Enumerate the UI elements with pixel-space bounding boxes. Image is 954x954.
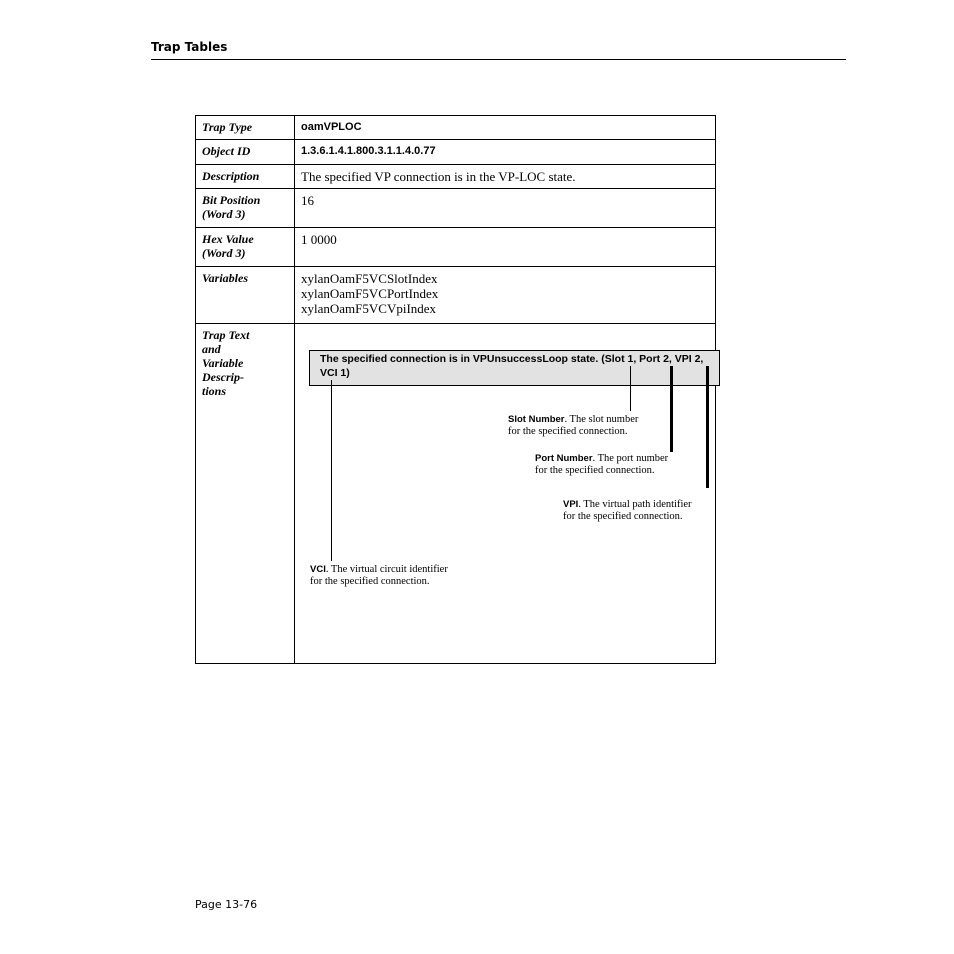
- page-number: Page 13-76: [195, 898, 258, 911]
- table-row: [196, 116, 716, 140]
- variable-item: xylanOamF5VCVpiIndex: [301, 301, 437, 316]
- bit-position-label-line: Bit Position: [202, 193, 261, 207]
- description-label: Description: [196, 165, 295, 189]
- bit-position-label-line: (Word 3): [202, 207, 246, 221]
- vpi-pointer-line: [706, 366, 709, 488]
- vpi-term: VPI: [563, 499, 579, 510]
- table-row: [196, 165, 716, 189]
- table-row: [196, 140, 716, 165]
- table-row: [196, 189, 716, 228]
- object-id-label: Object ID: [196, 140, 295, 165]
- variables-value: [295, 267, 716, 324]
- slot-number-description: [508, 414, 638, 437]
- hex-value-label: [196, 228, 295, 267]
- table-row: [196, 267, 716, 324]
- slot-pointer-line: [630, 366, 631, 411]
- trap-text-label-line: tions: [202, 384, 227, 398]
- trap-text-label: [196, 324, 295, 664]
- variable-item: xylanOamF5VCSlotIndex: [301, 271, 438, 286]
- vci-description: [310, 564, 448, 587]
- hex-value-label-line: (Word 3): [202, 246, 246, 260]
- port-number-text: . The port number: [592, 453, 669, 464]
- slot-number-term: Slot Number: [508, 414, 565, 425]
- trap-type-label: Trap Type: [196, 116, 295, 140]
- variables-label: Variables: [196, 267, 295, 324]
- trap-text-label-line: Trap Text: [202, 328, 250, 342]
- vci-text: for the specified connection.: [310, 575, 430, 587]
- port-pointer-line: [670, 366, 673, 452]
- page-header-title: Trap Tables: [151, 40, 228, 54]
- trap-type-value: oamVPLOC: [295, 116, 716, 140]
- hex-value-label-line: Hex Value: [202, 232, 254, 246]
- trap-text-diagram-cell: [295, 324, 716, 664]
- slot-number-text: for the specified connection.: [508, 425, 628, 437]
- description-value: The specified VP connection is in the VP-LOC state.: [295, 165, 716, 189]
- trap-text-line: The specified connection is in VPUnsuccessLoop state. (Slot 1, Port 2, VPI 2,: [320, 353, 704, 365]
- table-row: [196, 228, 716, 267]
- port-number-term: Port Number: [535, 453, 593, 464]
- variable-item: xylanOamF5VCPortIndex: [301, 286, 439, 301]
- trap-text-diagram: [295, 324, 715, 663]
- vci-term: VCI: [310, 564, 326, 575]
- bit-position-label: [196, 189, 295, 228]
- trap-table: [195, 115, 716, 664]
- trap-text-label-line: Descrip-: [202, 370, 244, 384]
- vpi-description: [563, 499, 692, 522]
- port-number-text: for the specified connection.: [535, 464, 655, 476]
- port-number-description: [535, 453, 668, 476]
- bit-position-value: 16: [295, 189, 716, 228]
- hex-value-value: 1 0000: [295, 228, 716, 267]
- slot-number-text: . The slot number: [564, 414, 639, 425]
- table-row: [196, 324, 716, 664]
- trap-text-label-line: Variable: [202, 356, 244, 370]
- header-divider: [151, 59, 846, 60]
- vci-pointer-line: [331, 380, 332, 561]
- vpi-text: . The virtual path identifier: [578, 499, 692, 510]
- vci-text: . The virtual circuit identifier: [325, 564, 448, 575]
- trap-text-box: [309, 350, 720, 386]
- trap-text-label-line: and: [202, 342, 221, 356]
- trap-text-line: VCI 1): [320, 367, 350, 379]
- vpi-text: for the specified connection.: [563, 510, 683, 522]
- object-id-value: 1.3.6.1.4.1.800.3.1.1.4.0.77: [295, 140, 716, 165]
